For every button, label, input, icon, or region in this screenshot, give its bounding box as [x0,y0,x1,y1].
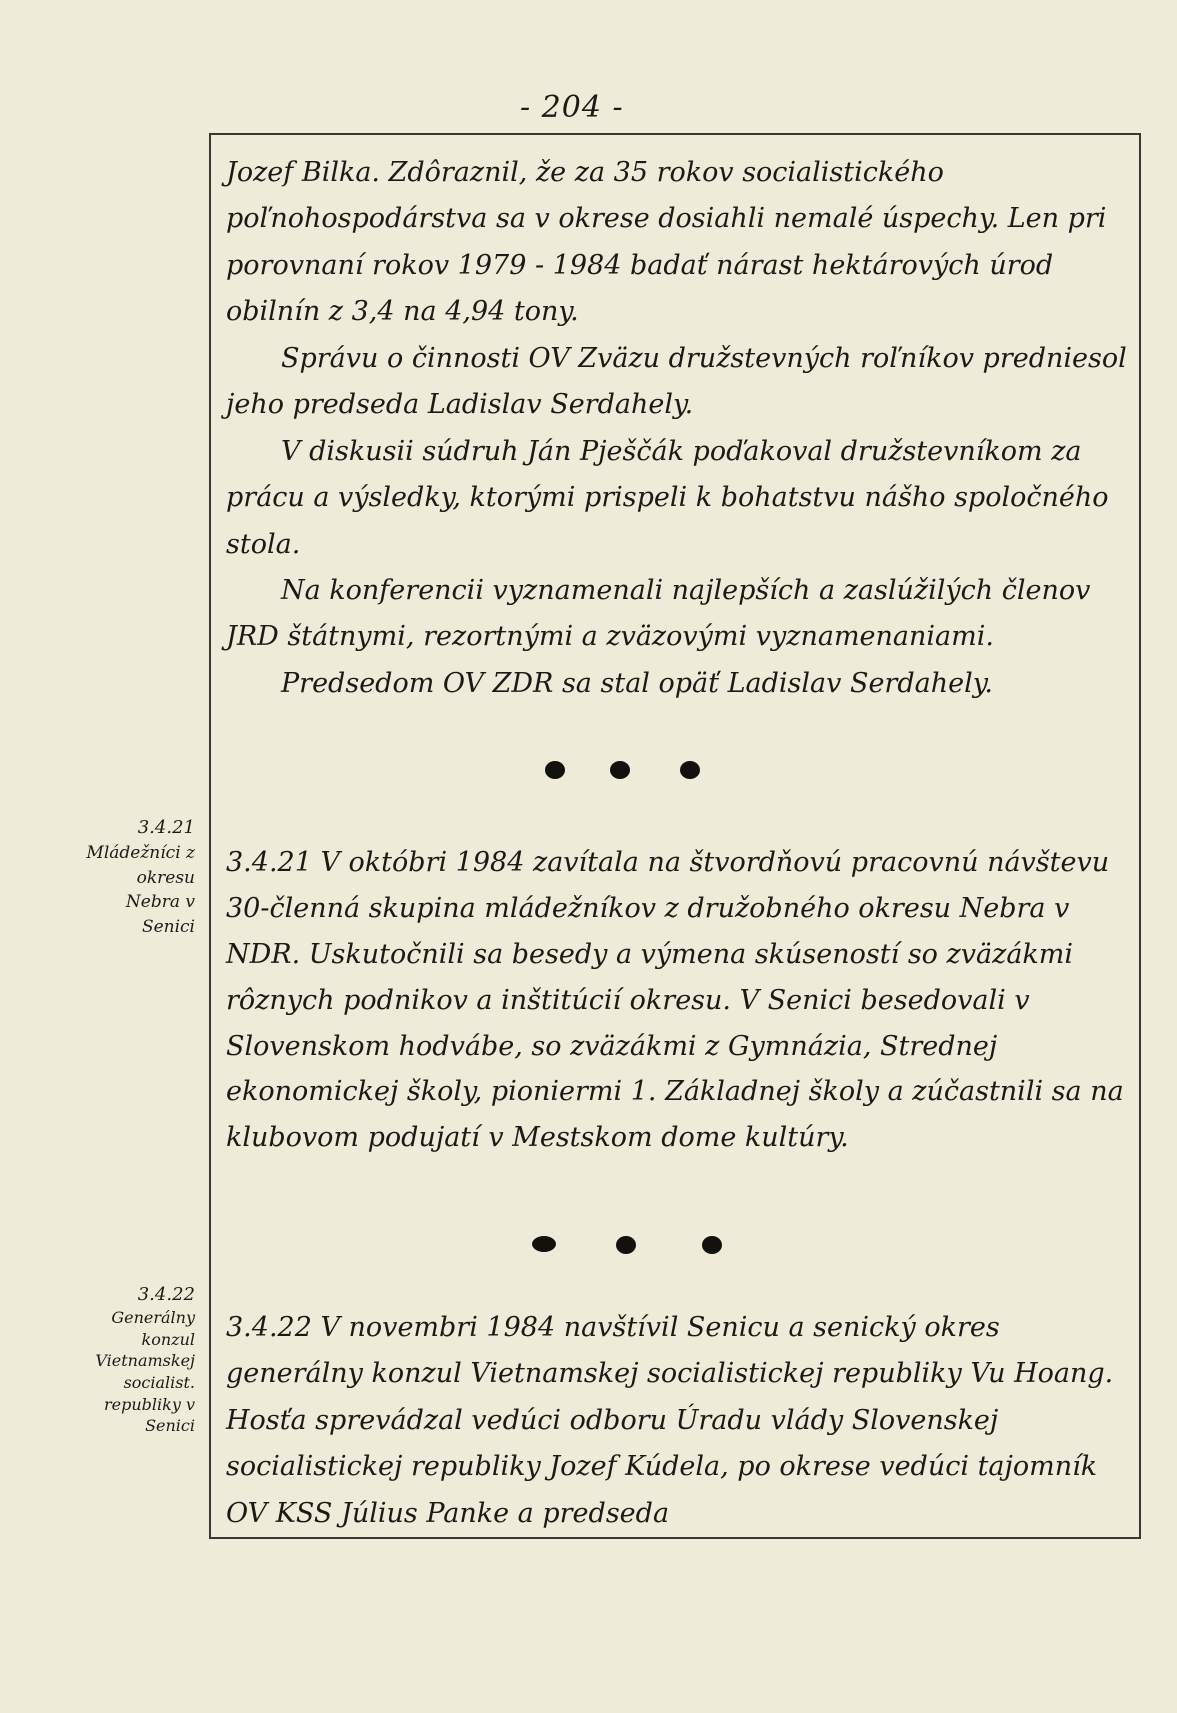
page-number: - 204 - [520,90,624,125]
separator-dot [680,761,700,779]
entry-text: 3.4.22 V novembri 1984 navštívil Senicu a senický okres generálny konzul Vietnamskej socialistickej republiky Vu Hoang. Hosťa sprevádzal vedúci odboru Úradu vlády Slovenskej socialistickej republiky Jozef Kúdela, po okrese vedúci tajomník OV KSS Július Panke a predseda [226,1312,1114,1529]
entry-paragraph: Predsedom OV ZDR sa stal opäť Ladislav Serdahely. [281,667,993,699]
entry-paragraph: Správu o činnosti OV Zväzu družstevných roľníkov predniesol jeho predseda Ladislav Serdahely. [226,342,1127,421]
margin-note-title: Mládežníci z okresu Nebra v Senici [86,843,195,938]
separator-dot [616,1236,636,1254]
chronicle-entry [226,1305,1131,1537]
separator-dot [545,761,565,779]
chronicle-entry [226,840,1131,1161]
margin-note-number: 3.4.21 [137,817,195,838]
separator-dot [702,1236,722,1254]
chronicle-entry-continued [226,150,1131,707]
entry-paragraph: V diskusii súdruh Ján Pješčák poďakoval družstevníkom za prácu a výsledky, ktorými prispeli k bohatstvu nášho spoločného stola. [226,435,1109,560]
separator-dot [610,761,630,779]
separator-dot [532,1236,556,1252]
entry-paragraph: Na konferencii vyznamenali najlepších a zaslúžilých členov JRD štátnymi, rezortnými a zväzovými vyznamenaniami. [226,574,1091,653]
margin-note [85,1283,195,1437]
margin-note-number: 3.4.22 [137,1284,195,1305]
margin-note-title: Generálny konzul Vietnamskej socialist. republiky v Senici [95,1308,195,1436]
entry-paragraph: Jozef Bilka. Zdôraznil, že za 35 rokov socialistického poľnohospodárstva sa v okrese dosiahli nemalé úspechy. Len pri porovnaní rokov 1979 - 1984 badať nárast hektárových úrod obilnín z 3,4 na 4,94 tony. [226,157,1107,328]
section-separator [520,757,720,787]
entry-text: 3.4.21 V októbri 1984 zavítala na štvordňovú pracovnú návštevu 30-členná skupina mládežníkov z družobného okresu Nebra v NDR. Uskutočnili sa besedy a výmena skúseností so zväzákmi rôznych podnikov a inštitúcií okresu. V Senici besedovali v Slovenskom hodvábe, so zväzákmi z Gymnázia, Strednej ekonomickej školy, pioniermi 1. Základnej školy a zúčastnili sa na klubovom podujatí v Mestskom dome kultúry. [226,847,1124,1154]
bleed-through-text [60,185,180,205]
section-separator [520,1232,720,1262]
margin-note [85,815,195,940]
